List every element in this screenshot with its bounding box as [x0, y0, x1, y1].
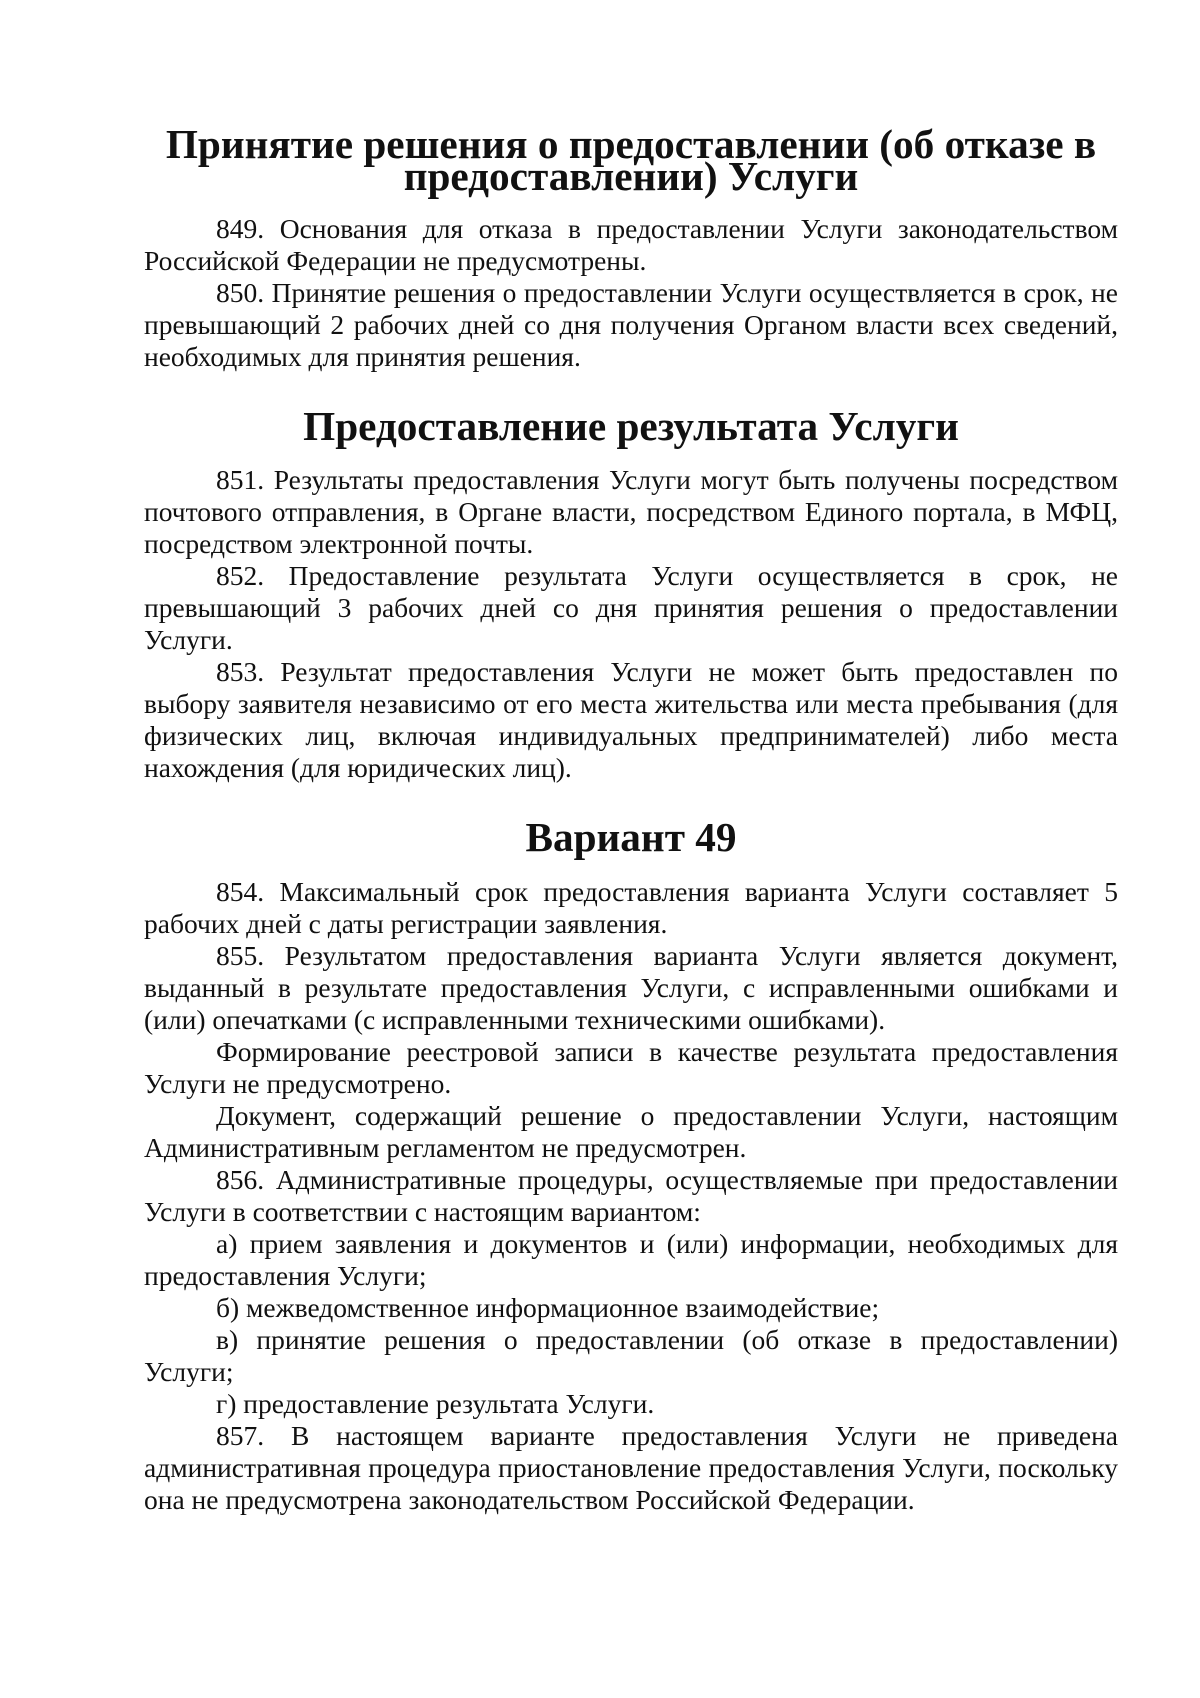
paragraph-registry-record: Формирование реестровой записи в качестве результата предоставления Услуги не предусмотрено.: [144, 1036, 1118, 1099]
paragraph-851: 851. Результаты предоставления Услуги могут быть получены посредством почтового отправления, в Органе власти, посредством Единого портала, в МФЦ, посредством электронной почты.: [144, 464, 1118, 559]
list-item-b: б) межведомственное информационное взаимодействие;: [216, 1292, 880, 1323]
paragraph-852: 852. Предоставление результата Услуги осуществляется в срок, не превышающий 3 рабочих дней со дня принятия решения о предоставлении Услуги.: [144, 560, 1118, 655]
paragraph-854: 854. Максимальный срок предоставления варианта Услуги составляет 5 рабочих дней с даты регистрации заявления.: [144, 876, 1118, 939]
paragraph-850: 850. Принятие решения о предоставлении Услуги осуществляется в срок, не превышающий 2 рабочих дней со дня получения Органом власти всех сведений, необходимых для принятия решения.: [144, 277, 1118, 372]
paragraph-856: 856. Административные процедуры, осуществляемые при предоставлении Услуги в соответствии с настоящим вариантом:: [144, 1164, 1118, 1227]
paragraph-decision-document: Документ, содержащий решение о предоставлении Услуги, настоящим Административным регламентом не предусмотрен.: [144, 1100, 1118, 1163]
paragraph-857: 857. В настоящем варианте предоставления Услуги не приведена административная процедура приостановление предоставления Услуги, поскольку она не предусмотрена законодательством Российской Федерации.: [144, 1420, 1118, 1515]
list-item-a: а) прием заявления и документов и (или) информации, необходимых для предоставления Услуги;: [144, 1228, 1118, 1291]
paragraph-853: 853. Результат предоставления Услуги не может быть предоставлен по выбору заявителя независимо от его места жительства или места пребывания (для физических лиц, включая индивидуальных предпринимателей) либо места нахождения (для юридических лиц).: [144, 656, 1118, 783]
section-heading-result: Предоставление результата Услуги: [303, 403, 959, 449]
list-item-v: в) принятие решения о предоставлении (об отказе в предоставлении) Услуги;: [144, 1324, 1118, 1387]
section-heading-decision: Принятие решения о предоставлении (об отказе в предоставлении) Услуги: [165, 121, 1097, 199]
paragraph-849: 849. Основания для отказа в предоставлении Услуги законодательством Российской Федерации не предусмотрены.: [144, 213, 1118, 276]
document-page: [144, 121, 1118, 1516]
list-item-g: г) предоставление результата Услуги.: [216, 1388, 655, 1419]
section-heading-variant-49: Вариант 49: [525, 814, 737, 860]
paragraph-855: 855. Результатом предоставления варианта Услуги является документ, выданный в результате предоставления Услуги, с исправленными ошибками и (или) опечатками (с исправленными техническими ошибками).: [144, 940, 1118, 1035]
